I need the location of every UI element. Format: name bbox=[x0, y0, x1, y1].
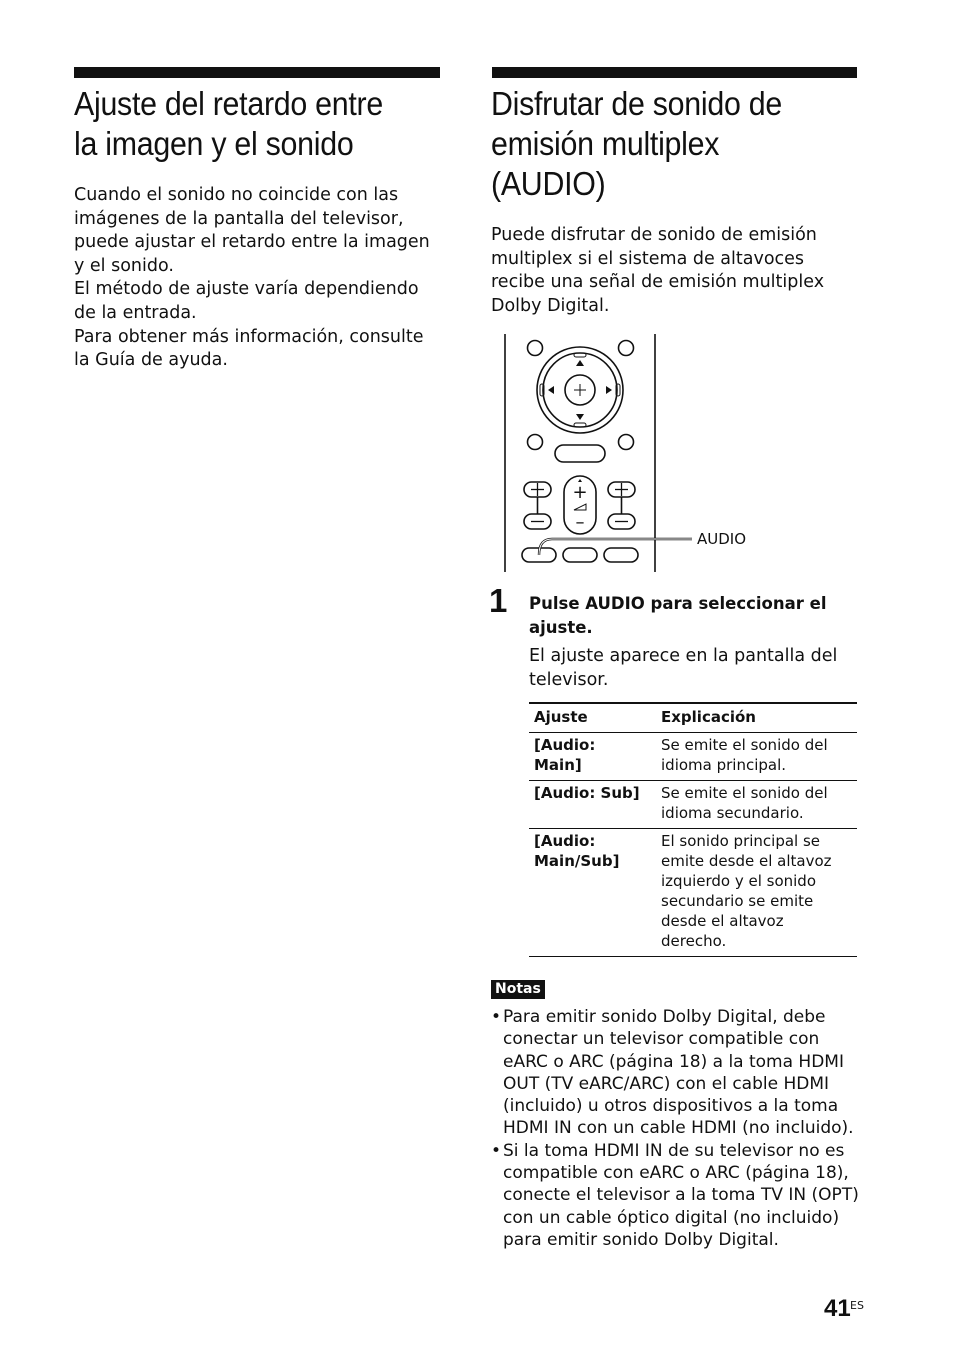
center-pill-button bbox=[555, 445, 605, 462]
step-description: El ajuste aparece en la pantalla del televisor. bbox=[529, 646, 838, 690]
list-item: • Si la toma HDMI IN de su televisor no es compatible con eARC o ARC (página 18), conecte el televisor a la toma TV IN (OPT) con un cable óptico digital (no incluido) para emitir sonido Dolby Digital. bbox=[491, 1140, 859, 1251]
mid-left-button bbox=[528, 435, 543, 450]
step-number: 1 bbox=[489, 582, 508, 619]
volume-plus-label: + bbox=[572, 482, 588, 503]
table-row bbox=[529, 829, 857, 957]
bottom-right-button bbox=[604, 548, 638, 562]
page-number: 41 bbox=[824, 1295, 851, 1322]
setting-cell: [Audio: Main/Sub] bbox=[529, 829, 656, 957]
explanation-cell: Se emite el sonido del idioma secundario. bbox=[656, 781, 857, 829]
mid-right-button bbox=[619, 435, 634, 450]
list-item: • Para emitir sonido Dolby Digital, debe conectar un televisor compatible con eARC o ARC (página 18) a la toma HDMI OUT (TV eARC/ARC) con el cable HDMI (incluido) u otros dispositivos a la toma HDMI IN con un cable HDMI (no incluido). bbox=[491, 1006, 859, 1140]
notes-list bbox=[491, 1006, 859, 1251]
right-section-title: Disfrutar de sonido de emisión multiplex (AUDIO) bbox=[491, 85, 782, 202]
arrow-up-icon bbox=[576, 360, 584, 366]
left-section-title: Ajuste del retardo entre la imagen y el sonido bbox=[74, 85, 383, 162]
setting-cell: [Audio: Sub] bbox=[529, 781, 656, 829]
table-header-row bbox=[529, 703, 857, 733]
notes-badge: Notas bbox=[491, 980, 545, 999]
table-header-setting: Ajuste bbox=[529, 703, 656, 733]
remote-control-illustration bbox=[500, 330, 760, 575]
left-section-rule bbox=[74, 67, 440, 78]
right-section-intro: Puede disfrutar de sonido de emisión multiplex si el sistema de altavoces recibe una señal de emisión multiplex Dolby Digital. bbox=[491, 225, 825, 316]
step-title: Pulse AUDIO para seleccionar el ajuste. bbox=[529, 594, 827, 637]
setting-cell: [Audio: Main] bbox=[529, 733, 656, 781]
navigation-pad bbox=[537, 347, 623, 433]
audio-callout-line bbox=[539, 539, 692, 555]
volume-minus-label: – bbox=[575, 512, 585, 533]
page-language-code: ES bbox=[850, 1299, 864, 1312]
top-left-button bbox=[528, 341, 543, 356]
arrow-down-icon bbox=[576, 414, 584, 420]
table-row bbox=[529, 733, 857, 781]
left-section-paragraph: Cuando el sonido no coincide con las imágenes de la pantalla del televisor, puede ajustar el retardo entre la imagen y el sonido. El método de ajuste varía dependiendo de la entrada. Para obtener más información, consulte la Guía de ayuda. bbox=[74, 185, 430, 371]
audio-settings-table bbox=[529, 702, 857, 957]
table-row bbox=[529, 781, 857, 829]
top-right-button bbox=[619, 341, 634, 356]
right-section-rule bbox=[492, 67, 857, 78]
volume-rocker bbox=[564, 476, 596, 534]
audio-callout-label: AUDIO bbox=[697, 530, 747, 548]
bottom-middle-button bbox=[563, 548, 597, 562]
explanation-cell: El sonido principal se emite desde el altavoz izquierdo y el sonido secundario se emite desde el altavoz derecho. bbox=[656, 829, 857, 957]
table-header-explanation: Explicación bbox=[656, 703, 857, 733]
arrow-right-icon bbox=[606, 386, 612, 394]
left-rocker bbox=[524, 482, 551, 529]
explanation-cell: Se emite el sonido del idioma principal. bbox=[656, 733, 857, 781]
arrow-left-icon bbox=[548, 386, 554, 394]
right-rocker bbox=[608, 482, 635, 529]
